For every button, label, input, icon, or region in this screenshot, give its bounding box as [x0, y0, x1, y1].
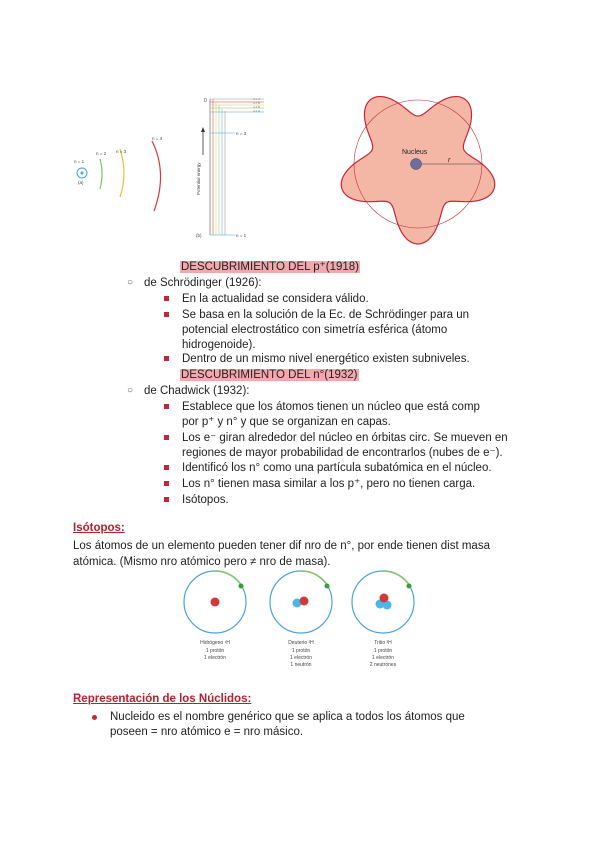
section1-bullet-1: En la actualidad se considera válido.: [182, 293, 369, 305]
square-bullet-icon: [164, 497, 169, 502]
nuclidos-line1: Nucleido es el nombre genérico que se aplica a todos los átomos que: [110, 711, 465, 723]
isotope-name-2: Deuterio ²H: [288, 640, 314, 646]
bohr-orbit-3: [120, 149, 124, 197]
square-bullet-icon: [164, 356, 169, 361]
section1-bullet-2-cont2: hidrogenoide).: [182, 339, 256, 351]
isotope-line: 1 electrón: [372, 655, 394, 661]
isotopos-line2: atómica. (Mismo nro atómico pero ≠ nro de masa).: [73, 556, 331, 568]
square-bullet-icon: [164, 296, 169, 301]
energy-top-label: 0: [204, 98, 207, 104]
energy-bottom-label: (b): [196, 233, 202, 238]
radius-label: r: [448, 157, 451, 164]
nuclidos-title: Representación de los Núclidos:: [73, 693, 252, 705]
section2-bullet-5: Isótopos.: [182, 494, 229, 506]
isotope-line: 1 neutrón: [290, 662, 312, 668]
square-bullet-icon: [164, 481, 169, 486]
standing-wave: [341, 97, 495, 244]
energy-axis-label: Potential energy: [196, 162, 201, 195]
square-bullet-icon: [164, 404, 169, 409]
isotope-line: 1 protón: [291, 648, 311, 654]
orbit-label-2: n = 2: [96, 151, 107, 156]
bohr-orbit-4: [152, 141, 161, 211]
orbit-label-1: n = 1: [74, 159, 85, 164]
upper-level-label-5: n = 5: [253, 105, 260, 109]
nuclidos-line2: poseen = nro atómico e = nro másico.: [110, 726, 304, 738]
nucleus-sublabel: (a): [78, 180, 84, 185]
upper-level-label-6: n = 6: [253, 101, 260, 105]
orbit-label-4: n = 4: [152, 136, 163, 141]
section2-bullet-2: Los e⁻ giran alrededor del núcleo en órbitas circ. Se mueven en: [182, 432, 508, 444]
upper-level-label-inf: n = ∞: [253, 97, 261, 101]
energy-level-label-3: n = 3: [236, 131, 247, 136]
section1-bullet-2-cont: potencial electrostático con simetría esférica (átomo: [182, 324, 448, 336]
round-bullet-icon: [92, 715, 97, 720]
isotopos-line1: Los átomos de un elemento pueden tener dif nro de n°, por ende tienen dist masa: [73, 540, 490, 552]
hydrogen-atom: [184, 571, 246, 633]
section2-header: DESCUBRIMIENTO DEL n°(1932): [181, 369, 358, 381]
square-bullet-icon: [164, 465, 169, 470]
deuterium-atom: [270, 571, 332, 633]
isotope-line: 1 electrón: [290, 655, 312, 661]
isotope-name-1: Hidrógeno ¹H: [200, 640, 230, 646]
isotopos-title: Isótopos:: [73, 522, 125, 534]
orbit-label-3: n = 3: [116, 149, 127, 154]
hollow-bullet-icon: ○: [127, 385, 134, 396]
bohr-orbit-2: [100, 159, 102, 189]
section1-item: de Schrödinger (1926):: [144, 277, 262, 289]
nucleus-label: Nucleus: [402, 149, 428, 156]
square-bullet-icon: [164, 435, 169, 440]
isotope-line: 2 neutrones: [369, 662, 397, 668]
tritium-atom: [352, 571, 414, 633]
energy-level-label-1: n = 1: [236, 233, 247, 238]
standing-wave-figure: [336, 84, 500, 246]
bohr-model-figure: [70, 85, 270, 245]
isotope-line: 1 protón: [373, 648, 393, 654]
section2-bullet-3: Identificó los n° como una partícula subatómica en el núcleo.: [182, 462, 492, 474]
isotopes-figure: [175, 568, 430, 678]
section2-bullet-2-cont: regiones de mayor probabilidad de encontrarlos (nubes de e⁻).: [182, 447, 503, 459]
upper-level-label-4: n = 4: [253, 109, 260, 113]
hollow-bullet-icon: ○: [127, 277, 134, 288]
section1-bullet-2: Se basa en la solución de la Ec. de Schrödinger para un: [182, 309, 470, 321]
section2-bullet-1: Establece que los átomos tienen un núcleo que está comp: [182, 401, 480, 413]
section2-item: de Chadwick (1932):: [144, 385, 250, 397]
section1-bullet-3: Dentro de un mismo nivel energético existen subniveles.: [182, 353, 470, 365]
isotope-name-3: Tritio ³H: [374, 640, 392, 646]
section2-bullet-4: Los n° tienen masa similar a los p⁺, pero no tienen carga.: [182, 478, 476, 490]
square-bullet-icon: [164, 312, 169, 317]
section2-bullet-1-cont: por p⁺ y n° y que se organizan en capas.: [182, 416, 391, 428]
section1-header: DESCUBRIMIENTO DEL p⁺(1918): [181, 261, 359, 273]
isotope-line: 1 protón: [205, 648, 225, 654]
nucleus-icon: [411, 159, 422, 170]
isotope-line: 1 electrón: [204, 655, 226, 661]
